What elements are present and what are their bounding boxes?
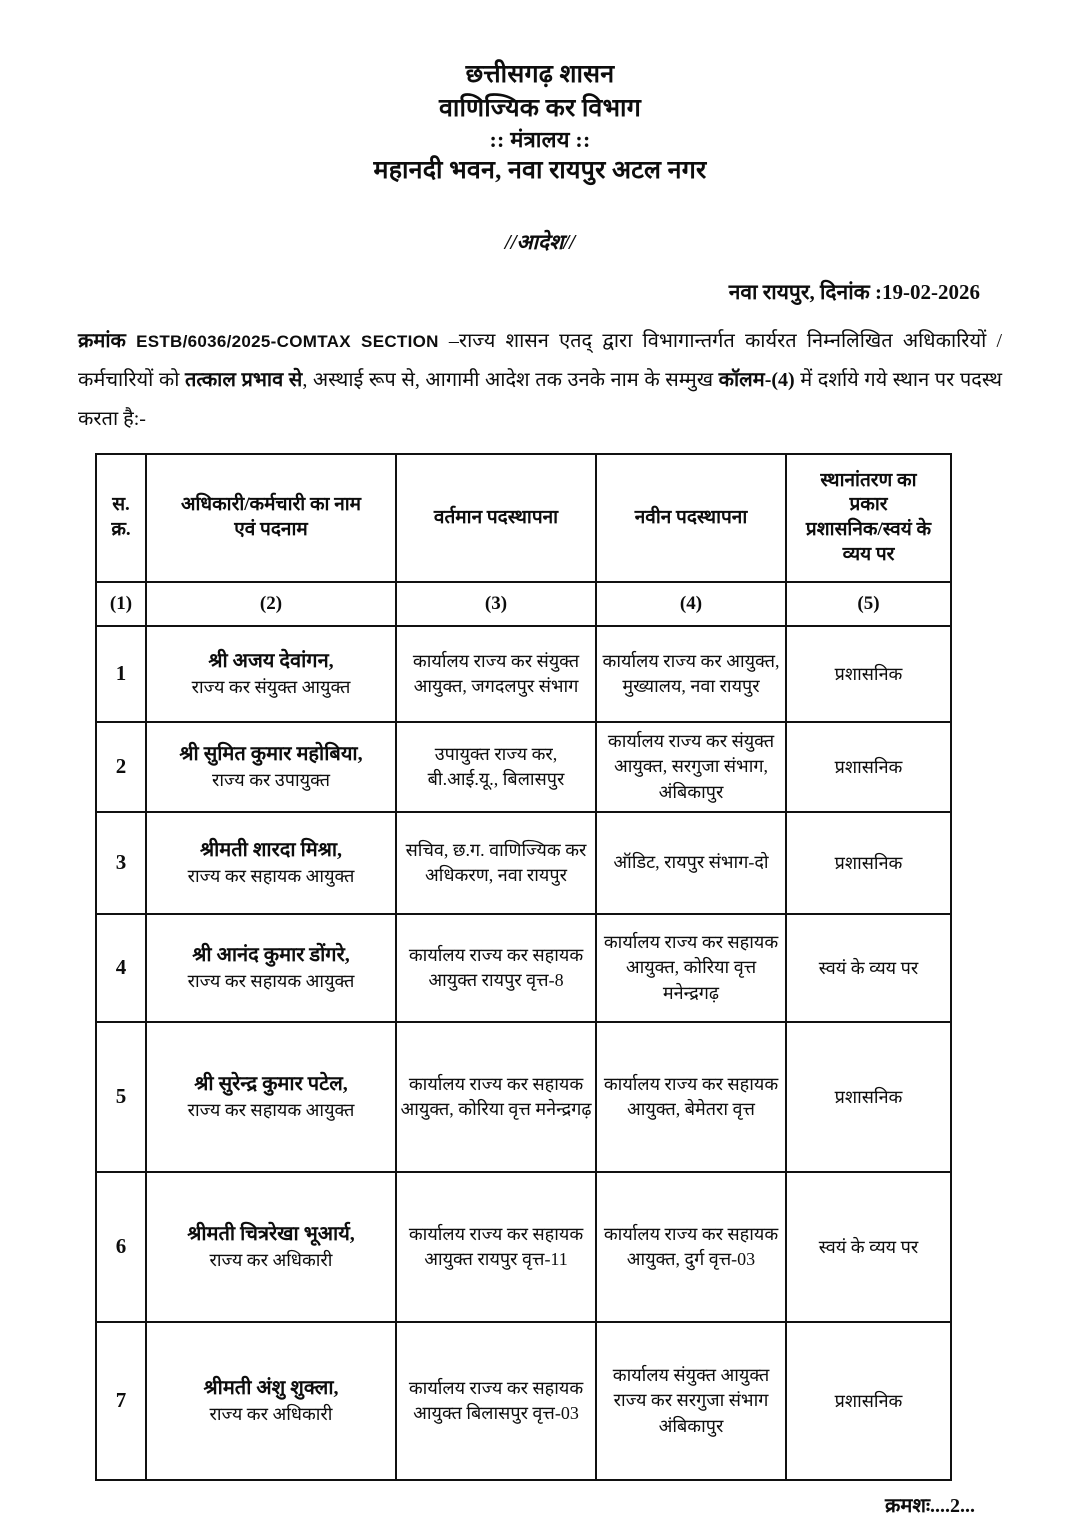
row-serial: 3 xyxy=(96,812,146,914)
row-serial: 6 xyxy=(96,1172,146,1322)
government-name: छत्तीसगढ़ शासन xyxy=(465,61,615,88)
table-row xyxy=(96,722,951,812)
row-current-posting: उपायुक्त राज्य कर, बी.आई.यू., बिलासपुर xyxy=(396,722,596,812)
officer-designation: राज्य कर सहायक आयुक्त xyxy=(187,971,355,992)
row-current-posting: कार्यालय राज्य कर संयुक्त आयुक्त, जगदलपुर संभाग xyxy=(396,626,596,722)
transfer-table-container xyxy=(95,453,985,1481)
header-type-line-1: स्थानांतरण का xyxy=(820,469,917,491)
row-serial: 1 xyxy=(96,626,146,722)
officer-name: श्रीमती शारदा मिश्रा, xyxy=(199,839,343,862)
header-current-posting xyxy=(396,454,596,582)
row-officer xyxy=(146,626,396,722)
header-type-line-3: प्रशासनिक/स्वयं के xyxy=(805,518,932,540)
row-new-posting: कार्यालय राज्य कर सहायक आयुक्त, कोरिया वृत्त मनेन्द्रगढ़ xyxy=(596,914,786,1022)
officer-name: श्री सुमित कुमार महोबिया, xyxy=(179,743,363,766)
body-text-part-1: –राज्य शासन एतद् द्वारा विभागान्तर्गत कार्यरत निम्नलिखित अधिकारियों /कर्मचारियों को xyxy=(78,329,1003,391)
row-serial: 7 xyxy=(96,1322,146,1480)
row-officer xyxy=(146,722,396,812)
row-transfer-type: प्रशासनिक xyxy=(786,1022,951,1172)
officer-designation: राज्य कर अधिकारी xyxy=(209,1250,333,1271)
column-number-3: (3) xyxy=(396,582,596,626)
row-transfer-type: प्रशासनिक xyxy=(786,812,951,914)
header-new-line-1: नवीन पदस्थापना xyxy=(634,506,748,528)
officer-name: श्री अजय देवांगन, xyxy=(208,650,334,673)
table-row xyxy=(96,626,951,722)
row-transfer-type: प्रशासनिक xyxy=(786,722,951,812)
table-row xyxy=(96,1172,951,1322)
row-new-posting: कार्यालय राज्य कर संयुक्त आयुक्त, सरगुजा संभाग, अंबिकापुर xyxy=(596,722,786,812)
row-serial: 5 xyxy=(96,1022,146,1172)
table-row xyxy=(96,1322,951,1480)
header-name-line-2: एवं पदनाम xyxy=(234,518,308,540)
row-serial: 4 xyxy=(96,914,146,1022)
body-emphasis-immediate-effect: तत्काल प्रभाव से xyxy=(185,368,303,391)
officer-name: श्री आनंद कुमार डोंगरे, xyxy=(192,944,350,967)
row-transfer-type: स्वयं के व्यय पर xyxy=(786,1172,951,1322)
officer-name: श्रीमती चित्ररेखा भूआर्य, xyxy=(187,1223,355,1246)
header-current-line-1: वर्तमान पदस्थापना xyxy=(433,506,559,528)
row-new-posting: कार्यालय राज्य कर सहायक आयुक्त, दुर्ग वृत्त-03 xyxy=(596,1172,786,1322)
column-number-2: (2) xyxy=(146,582,396,626)
department-name: वाणिज्यिक कर विभाग xyxy=(438,94,642,122)
header-transfer-type xyxy=(786,454,951,582)
order-body-paragraph xyxy=(78,322,1002,439)
continuation-note: क्रमशः....2... xyxy=(885,1494,975,1517)
officer-designation: राज्य कर सहायक आयुक्त xyxy=(187,866,355,887)
column-number-1: (1) xyxy=(96,582,146,626)
row-officer xyxy=(146,914,396,1022)
header-new-posting xyxy=(596,454,786,582)
row-current-posting: कार्यालय राज्य कर सहायक आयुक्त, कोरिया वृत्त मनेन्द्रगढ़ xyxy=(396,1022,596,1172)
table-row xyxy=(96,812,951,914)
header-officer-name xyxy=(146,454,396,582)
reference-label: क्रमांक xyxy=(78,329,126,352)
row-transfer-type: स्वयं के व्यय पर xyxy=(786,914,951,1022)
row-current-posting: कार्यालय राज्य कर सहायक आयुक्त बिलासपुर वृत्त-03 xyxy=(396,1322,596,1480)
row-new-posting: ऑडिट, रायपुर संभाग-दो xyxy=(596,812,786,914)
row-officer xyxy=(146,1022,396,1172)
column-number-4: (4) xyxy=(596,582,786,626)
officer-name: श्रीमती अंशु शुक्ला, xyxy=(203,1377,339,1400)
row-officer xyxy=(146,1322,396,1480)
body-text-part-3: में दर्शाये गये स्थान पर पदस्थ करता है:- xyxy=(78,368,1002,430)
header-serial-number xyxy=(96,454,146,582)
header-serial-line-2: क्र. xyxy=(111,518,131,540)
place-and-date: नवा रायपुर, दिनांक :19-02-2026 xyxy=(728,279,980,304)
header-name-line-1: अधिकारी/कर्मचारी का नाम xyxy=(180,494,362,516)
ministry-name: :: मंत्रालय :: xyxy=(489,127,591,152)
row-transfer-type: प्रशासनिक xyxy=(786,626,951,722)
row-new-posting: कार्यालय राज्य कर आयुक्त, मुख्यालय, नवा रायपुर xyxy=(596,626,786,722)
office-address: महानदी भवन, नवा रायपुर अटल नगर xyxy=(373,157,707,185)
row-current-posting: कार्यालय राज्य कर सहायक आयुक्त रायपुर वृत्त-8 xyxy=(396,914,596,1022)
column-number-5: (5) xyxy=(786,582,951,626)
order-title: //आदेश// xyxy=(504,229,576,254)
row-officer xyxy=(146,1172,396,1322)
table-row xyxy=(96,1022,951,1172)
officer-designation: राज्य कर सहायक आयुक्त xyxy=(187,1100,355,1121)
header-type-line-2: प्रकार xyxy=(849,494,888,516)
officer-designation: राज्य कर अधिकारी xyxy=(209,1404,333,1425)
transfer-order-table xyxy=(95,453,952,1481)
row-current-posting: सचिव, छ.ग. वाणिज्यिक कर अधिकरण, नवा रायपुर xyxy=(396,812,596,914)
letterhead xyxy=(0,0,1080,188)
officer-name: श्री सुरेन्द्र कुमार पटेल, xyxy=(194,1073,348,1096)
row-current-posting: कार्यालय राज्य कर सहायक आयुक्त रायपुर वृत्त-11 xyxy=(396,1172,596,1322)
row-new-posting: कार्यालय संयुक्त आयुक्त राज्य कर सरगुजा संभाग अंबिकापुर xyxy=(596,1322,786,1480)
officer-designation: राज्य कर उपायुक्त xyxy=(211,770,331,791)
row-new-posting: कार्यालय राज्य कर सहायक आयुक्त, बेमेतरा वृत्त xyxy=(596,1022,786,1172)
header-type-line-4: व्यय पर xyxy=(842,543,895,565)
table-row xyxy=(96,914,951,1022)
row-transfer-type: प्रशासनिक xyxy=(786,1322,951,1480)
reference-number: ESTB/6036/2025-COMTAX SECTION xyxy=(136,331,439,351)
body-text-part-2: , अस्थाई रूप से, आगामी आदेश तक उनके नाम के सम्मुख xyxy=(302,368,719,391)
header-serial-line-1: स. xyxy=(112,494,130,516)
body-emphasis-column-four: कॉलम-(4) xyxy=(718,368,795,391)
row-officer xyxy=(146,812,396,914)
table-header-row xyxy=(96,454,951,582)
row-serial: 2 xyxy=(96,722,146,812)
table-column-number-row xyxy=(96,582,951,626)
table-body xyxy=(96,626,951,1480)
officer-designation: राज्य कर संयुक्त आयुक्त xyxy=(191,677,351,698)
